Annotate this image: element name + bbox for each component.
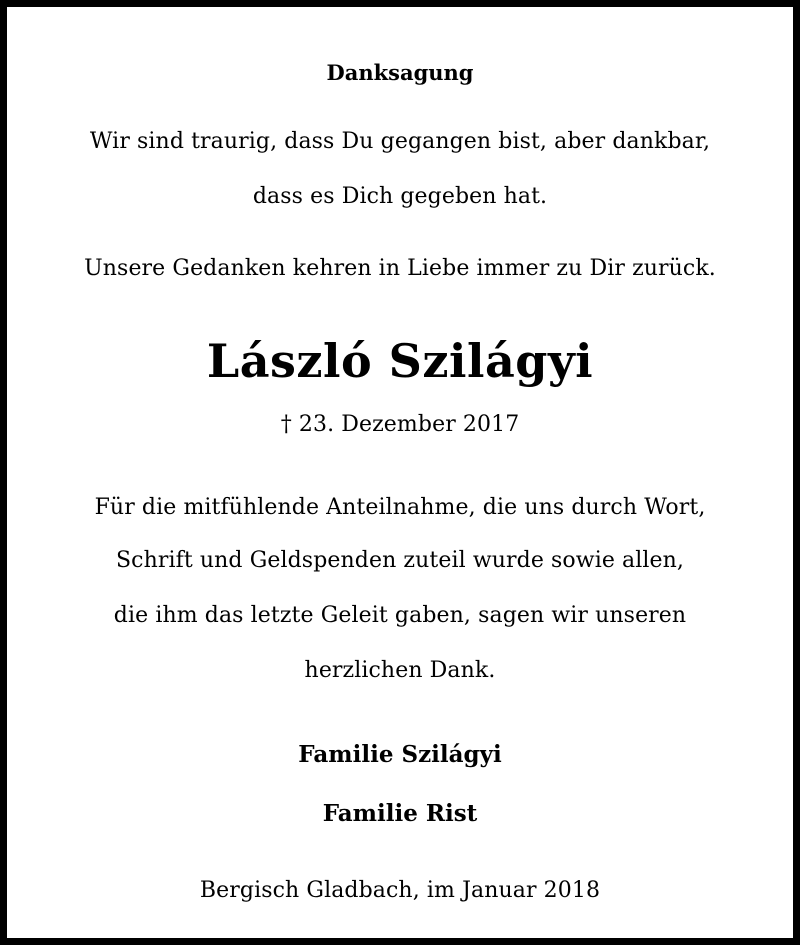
thanks-line-1: Für die mitfühlende Anteilnahme, die uns durch Wort,: [94, 495, 706, 520]
signatory-family-rist: Familie Rist: [322, 800, 478, 827]
thanks-line-3: die ihm das letzte Geleit gaben, sagen wir unseren: [113, 603, 687, 628]
intro-line-2: dass es Dich gegeben hat.: [252, 184, 548, 209]
thanks-line-2: Schrift und Geldspenden zuteil wurde sowie allen,: [115, 548, 685, 573]
notice-heading: Danksagung: [326, 60, 474, 85]
memory-line: Unsere Gedanken kehren in Liebe immer zu Dir zurück.: [84, 256, 716, 281]
thanks-line-4: herzlichen Dank.: [304, 658, 496, 683]
deceased-name: László Szilágyi: [206, 334, 594, 388]
signatory-family-szilagyi: Familie Szilágyi: [298, 741, 502, 768]
place-and-date: Bergisch Gladbach, im Januar 2018: [199, 878, 601, 903]
death-date: † 23. Dezember 2017: [280, 412, 520, 437]
intro-line-1: Wir sind traurig, dass Du gegangen bist, aber dankbar,: [89, 129, 711, 154]
